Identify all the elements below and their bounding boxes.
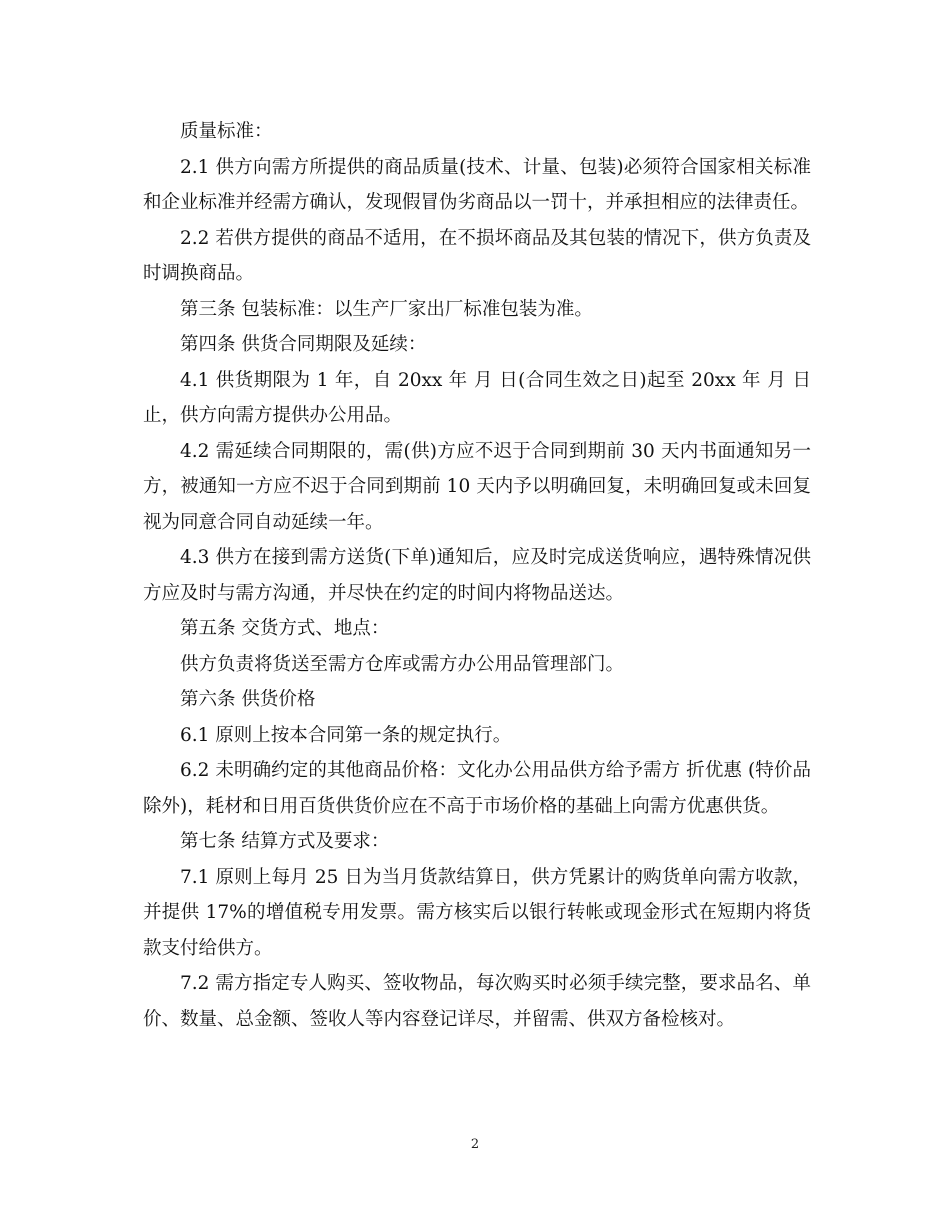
paragraph-article-5: 第五条 交货方式、地点： — [180, 618, 390, 639]
paragraph-4-3: 4.3 供方在接到需方送货(下单)通知后，应及时完成送货响应，遇特殊情况供方应及时与需方沟通，并尽快在约定的时间内将物品送达。 — [143, 547, 811, 604]
paragraph-quality-standard-heading: 质量标准： — [180, 121, 273, 142]
paragraph-article-4: 第四条 供货合同期限及延续： — [180, 334, 427, 355]
paragraph-article-7: 第七条 结算方式及要求： — [180, 831, 390, 852]
paragraph-6-1: 6.1 原则上按本合同第一条的规定执行。 — [180, 724, 512, 746]
paragraph-delivery-location: 供方负责将货送至需方仓库或需方办公用品管理部门。 — [180, 653, 625, 675]
paragraph-4-2: 4.2 需延续合同期限的，需(供)方应不迟于合同到期前 30 天内书面通知另一方，被通知一方应不迟于合同到期前 10 天内予以明确回复，未明确回复或未回复视为同意合同自动延续一年。 — [143, 440, 811, 533]
paragraph-7-2: 7.2 需方指定专人购买、签收物品，每次购买时必须手续完整，要求品名、单价、数量、总金额、签收人等内容登记详尽，并留需、供双方备检核对。 — [143, 973, 811, 1030]
paragraph-article-3: 第三条 包装标准：以生产厂家出厂标准包装为准。 — [180, 298, 593, 320]
paragraph-4-1: 4.1 供货期限为 1 年，自 20xx 年 月 日(合同生效之日)起至 20xx 年 月 日止，供方向需方提供办公用品。 — [143, 369, 811, 426]
paragraph-6-2: 6.2 未明确约定的其他商品价格：文化办公用品供方给予需方 折优惠 (特价品除外)，耗材和日用百货供货价应在不高于市场价格的基础上向需方优惠供货。 — [143, 760, 811, 817]
document-body — [143, 114, 811, 1037]
page-number: 2 — [470, 1137, 480, 1152]
paragraph-7-1: 7.1 原则上每月 25 日为当月货款结算日，供方凭累计的购货单向需方收款，并提供 17%的增值税专用发票。需方核实后以银行转帐或现金形式在短期内将货款支付给供方。 — [143, 866, 811, 959]
paragraph-2-1: 2.1 供方向需方所提供的商品质量(技术、计量、包装)必须符合国家相关标准和企业标准并经需方确认，发现假冒伪劣商品以一罚十，并承担相应的法律责任。 — [143, 156, 811, 213]
paragraph-article-6: 第六条 供货价格 — [180, 689, 316, 710]
paragraph-2-2: 2.2 若供方提供的商品不适用，在不损坏商品及其包装的情况下，供方负责及时调换商品。 — [143, 227, 811, 284]
